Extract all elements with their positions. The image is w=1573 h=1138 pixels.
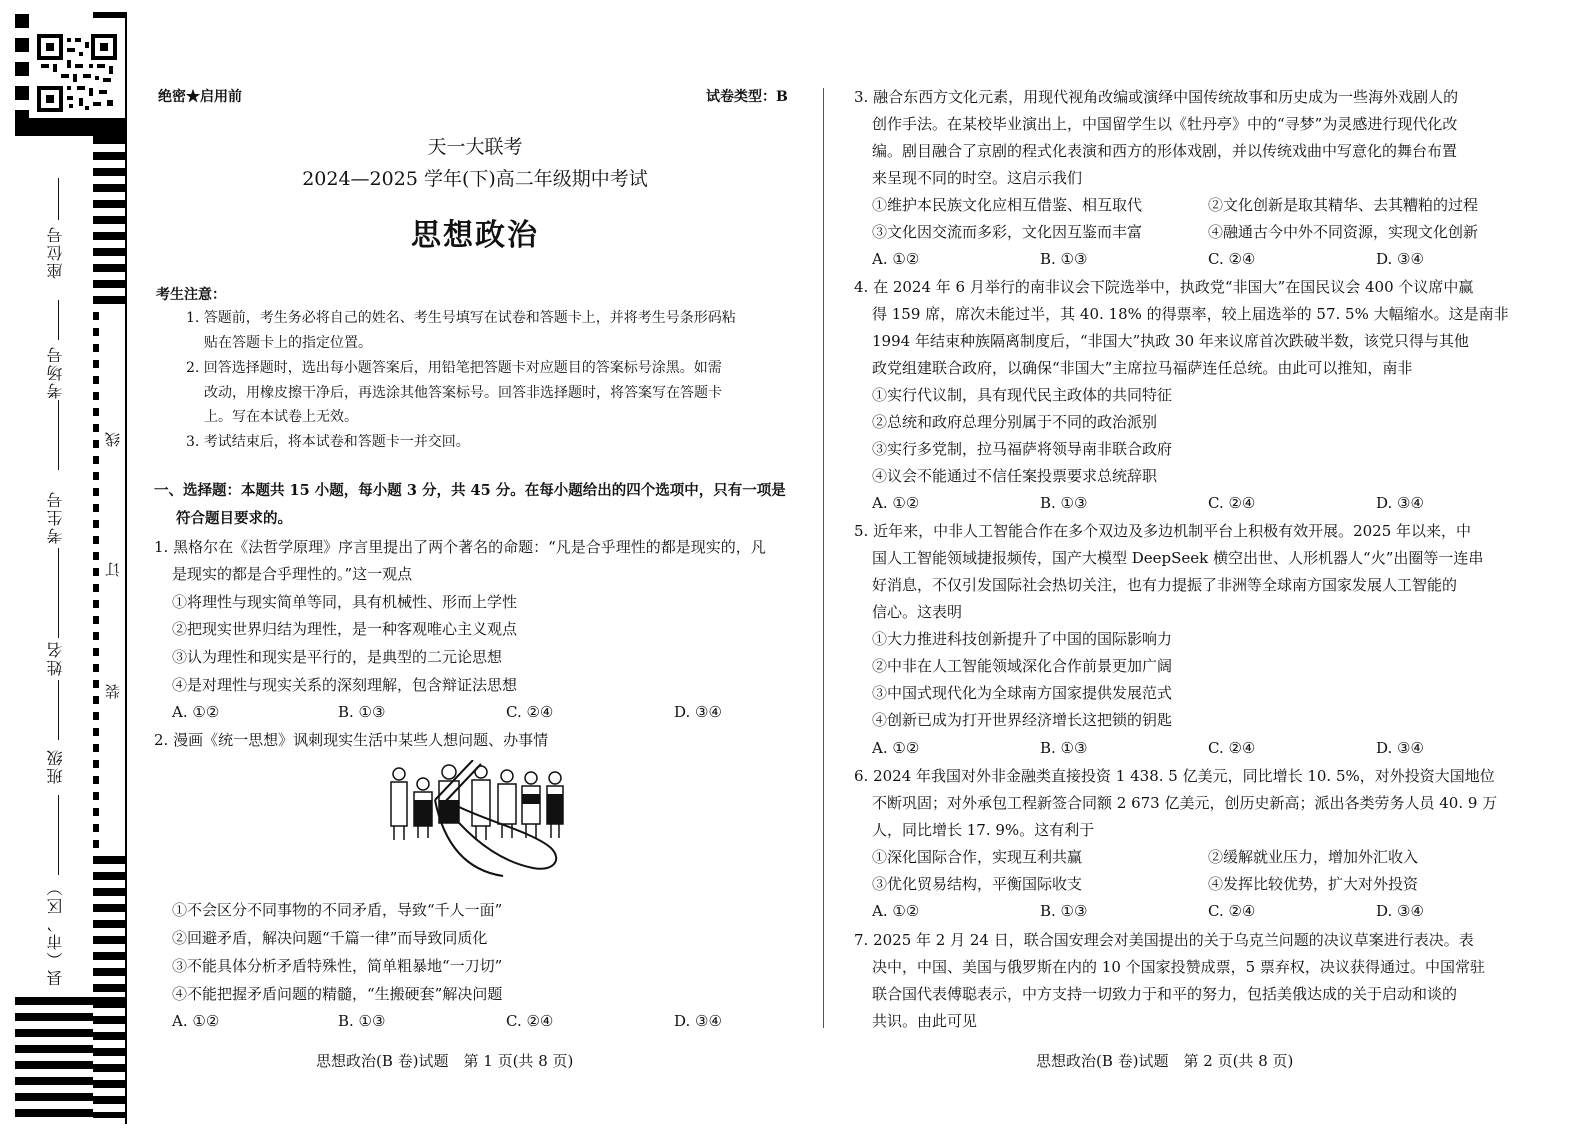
q1-choice: ③认为理性和现实是平行的，是典型的二元论思想 [172, 648, 503, 666]
field-room: 考场号 [46, 345, 65, 399]
q4-option-d: D. ③④ [1376, 494, 1424, 512]
q6-option-c: C. ②④ [1208, 902, 1256, 920]
notice-line: 3. 考试结束后，将本试卷和答题卡一并交回。 [186, 434, 470, 450]
q4-choice: ③实行多党制，拉马福萨将领导南非联合政府 [872, 440, 1173, 458]
q6-stem: 人，同比增长 17. 9%。这有利于 [872, 821, 1095, 839]
q2-choice: ①不会区分不同事物的不同矛盾，导致“千人一面” [172, 901, 503, 919]
field-county: 县（市、区） [46, 878, 65, 986]
notice-line: 上。写在本试卷上无效。 [204, 409, 358, 425]
q3-option-c: C. ②④ [1208, 250, 1256, 268]
paper-type: 试卷类型：B [706, 89, 788, 105]
q1-option-b: B. ①③ [338, 703, 386, 721]
q2-choice: ②回避矛盾，解决问题“千篇一律”而导致同质化 [172, 929, 488, 947]
q2-choice: ③不能具体分析矛盾特殊性，简单粗暴地“一刀切” [172, 957, 503, 975]
q1-choice: ①将理性与现实简单等同，具有机械性、形而上学性 [172, 593, 518, 611]
subject-title: 思想政治 [411, 218, 539, 253]
q6-choice: ②缓解就业压力，增加外汇收入 [1208, 848, 1419, 866]
mark-line: 线 [104, 430, 122, 447]
q2-option-c: C. ②④ [506, 1012, 554, 1030]
q3-stem: 创作手法。在某校毕业演出上，中国留学生以《牡丹亭》中的“寻梦”为灵感进行现代化改 [872, 115, 1458, 133]
field-name: 姓名 [46, 640, 65, 676]
q7-stem: 7. 2025 年 2 月 24 日，联合国安理会对美国提出的关于乌克兰问题的决议草案进行表决。表 [854, 931, 1474, 949]
notice-title: 考生注意： [156, 287, 226, 303]
cartoon-image [383, 760, 583, 878]
q2-option-b: B. ①③ [338, 1012, 386, 1030]
section-title: 一、选择题：本题共 15 小题，每小题 3 分，共 45 分。在每小题给出的四个选项中，只有一项是 [154, 482, 786, 499]
q4-stem: 得 159 席，席次未能过半，其 40. 18% 的得票率，较上届选举的 57. 5% 大幅缩水。这是南非 [872, 305, 1509, 323]
q5-stem: 信心。这表明 [872, 603, 963, 621]
q3-choice: ④融通古今中外不同资源，实现文化创新 [1208, 223, 1479, 241]
notice-line: 1. 答题前，考生务必将自己的姓名、考生号填写在试卷和答题卡上，并将考生号条形码粘 [186, 310, 736, 326]
q4-stem: 4. 在 2024 年 6 月举行的南非议会下院选举中，执政党“非国大”在国民议会 400 个议席中赢 [854, 278, 1474, 296]
q6-stem: 不断巩固；对外承包工程新签合同额 2 673 亿美元，创历史新高；派出各类劳务人员 40. 9 万 [872, 794, 1498, 812]
q1-option-d: D. ③④ [674, 703, 722, 721]
q3-choice: ②文化创新是取其精华、去其糟粕的过程 [1208, 196, 1479, 214]
q4-choice: ①实行代议制，具有现代民主政体的共同特征 [872, 386, 1173, 404]
q2-option-d: D. ③④ [674, 1012, 722, 1030]
q6-choice: ③优化贸易结构，平衡国际收支 [872, 875, 1083, 893]
section-title-cont: 符合题目要求的。 [176, 510, 292, 527]
secret-mark: 绝密★启用前 [158, 89, 242, 105]
q7-stem: 共识。由此可见 [872, 1012, 978, 1030]
footer-left: 思想政治(B 卷)试题 第 1 页(共 8 页) [316, 1052, 574, 1070]
q3-option-a: A. ①② [872, 250, 920, 268]
exam-title: 2024—2025 学年(下)高二年级期中考试 [302, 168, 648, 190]
field-class: 班级 [46, 748, 65, 784]
notice-line: 改动，用橡皮擦干净后，再选涂其他答案标号。回答非选择题时，将答案写在答题卡 [204, 385, 722, 401]
q7-stem: 联合国代表傅聪表示，中方支持一切致力于和平的努力，包括美俄达成的关于启动和谈的 [872, 985, 1458, 1003]
q2-choice: ④不能把握矛盾问题的精髓，“生搬硬套”解决问题 [172, 985, 503, 1003]
q1-option-c: C. ②④ [506, 703, 554, 721]
q1-choice: ②把现实世界归结为理性，是一种客观唯心主义观点 [172, 620, 518, 638]
page-divider [823, 88, 824, 1028]
q3-choice: ①维护本民族文化应相互借鉴、相互取代 [872, 196, 1143, 214]
q5-choice: ④创新已成为打开世界经济增长这把锁的钥匙 [872, 711, 1173, 729]
q5-stem: 5. 近年来，中非人工智能合作在多个双边及多边机制平台上积极有效开展。2025 年以来，中 [854, 522, 1472, 540]
q5-stem: 好消息，不仅引发国际社会热切关注，也有力提振了非洲等全球南方国家发展人工智能的 [872, 576, 1458, 594]
q3-option-d: D. ③④ [1376, 250, 1424, 268]
notice-line: 2. 回答选择题时，选出每小题答案后，用铅笔把答题卡对应题目的答案标号涂黑。如需 [186, 360, 722, 376]
q4-stem: 政党组建联合政府，以确保“非国大”主席拉马福萨连任总统。由此可以推知，南非 [872, 359, 1413, 377]
q6-option-a: A. ①② [872, 902, 920, 920]
q4-choice: ④议会不能通过不信任案投票要求总统辞职 [872, 467, 1158, 485]
q5-option-a: A. ①② [872, 739, 920, 757]
q5-option-d: D. ③④ [1376, 739, 1424, 757]
q6-stem: 6. 2024 年我国对外非金融类直接投资 1 438. 5 亿美元，同比增长 10. 5%，对外投资大国地位 [854, 767, 1495, 785]
q6-option-d: D. ③④ [1376, 902, 1424, 920]
q2-stem: 2. 漫画《统一思想》讽刺现实生活中某些人想问题、办事情 [154, 731, 549, 749]
q4-option-b: B. ①③ [1040, 494, 1088, 512]
q3-stem: 编。剧目融合了京剧的程式化表演和西方的形体戏剧，并以传统戏曲中写意化的舞台布置 [872, 142, 1458, 160]
q1-stem: 1. 黑格尔在《法哲学原理》序言里提出了两个著名的命题：“凡是合乎理性的都是现实的，凡 [154, 538, 766, 556]
qr-code-icon [37, 34, 117, 112]
q3-stem: 来呈现不同的时空。这启示我们 [872, 169, 1083, 187]
q1-choice: ④是对理性与现实关系的深刻理解，包含辩证法思想 [172, 676, 518, 694]
q6-option-b: B. ①③ [1040, 902, 1088, 920]
q5-choice: ①大力推进科技创新提升了中国的国际影响力 [872, 630, 1173, 648]
q5-option-b: B. ①③ [1040, 739, 1088, 757]
q1-option-a: A. ①② [172, 703, 220, 721]
field-seat: 座位号 [46, 225, 65, 279]
q7-stem: 决中，中国、美国与俄罗斯在内的 10 个国家投赞成票，5 票弃权，决议获得通过。中国常驻 [872, 958, 1485, 976]
q3-choice: ③文化因交流而多彩，文化因互鉴而丰富 [872, 223, 1143, 241]
q5-stem: 国人工智能领域捷报频传，国产大模型 DeepSeek 横空出世、人形机器人“火”出圈等一连串 [872, 549, 1484, 567]
exam-org: 天一大联考 [427, 136, 523, 158]
footer-right: 思想政治(B 卷)试题 第 2 页(共 8 页) [1036, 1052, 1294, 1070]
q6-choice: ①深化国际合作，实现互利共赢 [872, 848, 1083, 866]
mark-bind: 装 [104, 682, 122, 699]
q4-choice: ②总统和政府总理分别属于不同的政治派别 [872, 413, 1158, 431]
bottom-stripes [15, 997, 93, 1117]
q5-choice: ②中非在人工智能领域深化合作前景更加广阔 [872, 657, 1173, 675]
notice-line: 贴在答题卡上的指定位置。 [204, 335, 372, 351]
q3-option-b: B. ①③ [1040, 250, 1088, 268]
q1-stem: 是现实的都是合乎理性的。”这一观点 [172, 565, 413, 583]
mark-order: 订 [104, 560, 122, 577]
q4-option-c: C. ②④ [1208, 494, 1256, 512]
q2-option-a: A. ①② [172, 1012, 220, 1030]
q3-stem: 3. 融合东西方文化元素，用现代视角改编或演绎中国传统故事和历史成为一些海外戏剧人的 [854, 88, 1459, 106]
q5-choice: ③中国式现代化为全球南方国家提供发展范式 [872, 684, 1173, 702]
q5-option-c: C. ②④ [1208, 739, 1256, 757]
q6-choice: ④发挥比较优势，扩大对外投资 [1208, 875, 1419, 893]
q4-stem: 1994 年结束种族隔离制度后，“非国大”执政 30 年来议席首次跌破半数，该党只得与其他 [872, 332, 1469, 350]
field-exam-no: 考生号 [46, 490, 65, 544]
q4-option-a: A. ①② [872, 494, 920, 512]
